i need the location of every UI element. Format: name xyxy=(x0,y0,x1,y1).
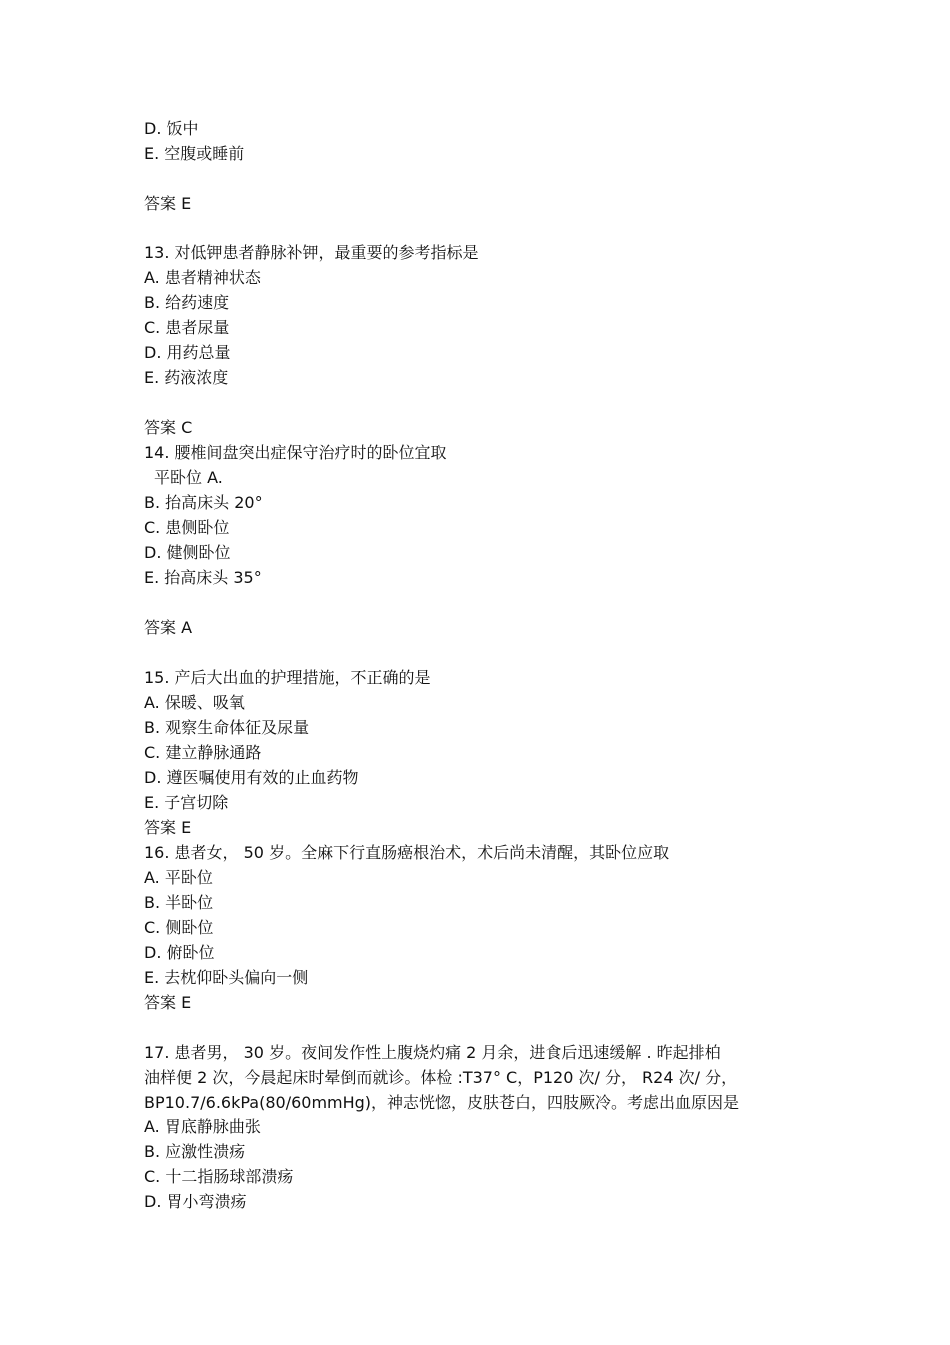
option-line: 平卧位 A. xyxy=(154,468,223,487)
option-line: B. 应激性溃疡 xyxy=(144,1142,246,1161)
option-line: A. 保暖、吸氧 xyxy=(144,693,245,712)
question-13: 13. 对低钾患者静脉补钾，最重要的参考指标是 xyxy=(144,243,479,262)
option-line: D. 饭中 xyxy=(144,119,199,138)
option-line: C. 十二指肠球部溃疡 xyxy=(144,1167,294,1186)
option-line: C. 患者尿量 xyxy=(144,318,230,337)
question-17: 17. 患者男， 30 岁。夜间发作性上腹烧灼痛 2 月余，进食后迅速缓解 . 昨起排柏 xyxy=(144,1043,721,1062)
option-line: C. 建立静脉通路 xyxy=(144,743,262,762)
option-line: E. 子宫切除 xyxy=(144,793,229,812)
option-line: C. 患侧卧位 xyxy=(144,518,230,537)
option-line: E. 空腹或睡前 xyxy=(144,144,245,163)
option-line: D. 用药总量 xyxy=(144,343,231,362)
option-line: B. 半卧位 xyxy=(144,893,214,912)
question-15: 15. 产后大出血的护理措施，不正确的是 xyxy=(144,668,431,687)
option-line: C. 侧卧位 xyxy=(144,918,214,937)
option-line: A. 患者精神状态 xyxy=(144,268,261,287)
question-17-cont: BP10.7/6.6kPa(80/60mmHg)，神志恍惚，皮肤苍白，四肢厥冷。考虑出血原因是 xyxy=(144,1093,740,1112)
option-line: A. 胃底静脉曲张 xyxy=(144,1117,261,1136)
option-line: D. 健侧卧位 xyxy=(144,543,231,562)
option-line: E. 药液浓度 xyxy=(144,368,229,387)
option-line: B. 给药速度 xyxy=(144,293,230,312)
option-line: B. 抬高床头 20° xyxy=(144,493,263,512)
option-line: E. 去枕仰卧头偏向一侧 xyxy=(144,968,309,987)
question-14: 14. 腰椎间盘突出症保守治疗时的卧位宜取 xyxy=(144,443,447,462)
option-line: E. 抬高床头 35° xyxy=(144,568,262,587)
option-line: D. 胃小弯溃疡 xyxy=(144,1192,247,1211)
answer-line: 答案 E xyxy=(144,818,192,837)
question-16: 16. 患者女， 50 岁。全麻下行直肠癌根治术，术后尚未清醒，其卧位应取 xyxy=(144,843,670,862)
option-line: B. 观察生命体征及尿量 xyxy=(144,718,310,737)
answer-line: 答案 E xyxy=(144,993,192,1012)
option-line: D. 遵医嘱使用有效的止血药物 xyxy=(144,768,359,787)
option-line: D. 俯卧位 xyxy=(144,943,215,962)
option-line: A. 平卧位 xyxy=(144,868,213,887)
answer-line: 答案 E xyxy=(144,194,192,213)
answer-line: 答案 C xyxy=(144,418,193,437)
answer-line: 答案 A xyxy=(144,618,193,637)
question-17-cont: 油样便 2 次，今晨起床时晕倒而就诊。体检 :T37° C，P120 次/ 分， R24 次/ 分， xyxy=(144,1068,738,1087)
